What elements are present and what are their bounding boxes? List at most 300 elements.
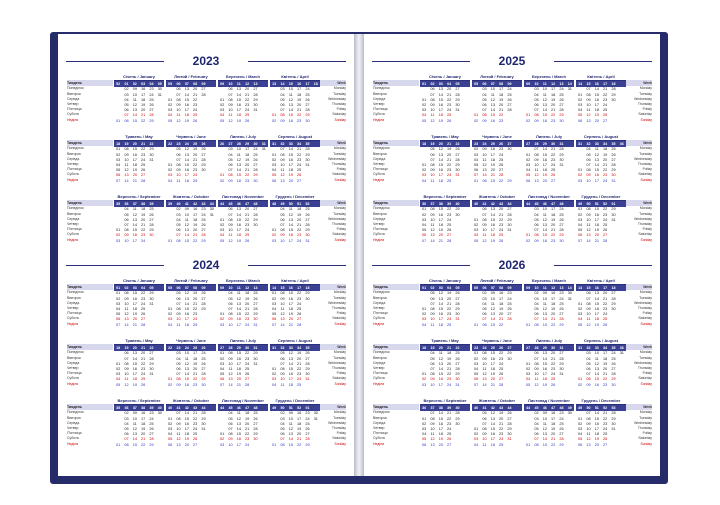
day-cell: 17 [551,207,556,212]
weekday-label-en: Wednesday [328,156,346,161]
day-cell: 31 [149,372,154,377]
day-cell: 03 [220,442,225,447]
week-number: 12 [551,286,556,290]
day-cell: 12 [586,228,591,233]
day-cell: 17 [603,351,608,356]
day-cell: 18 [438,113,443,118]
day-cell: 07 [280,108,285,113]
day-cell: 20 [193,366,198,371]
day-cell: 16 [236,317,241,322]
week-number: 32 [586,346,591,350]
week-number: 33 [288,142,293,146]
day-cell: 03 [220,361,225,366]
day-cell: 11 [482,233,487,238]
day-cell: 26 [245,372,250,377]
weekday-label: Вівторок [373,91,387,96]
weekday-labels-en [626,74,652,123]
day-cell: 09 [124,152,129,157]
weekday-label: П'ятниця [67,371,82,376]
week-number: 20 [438,142,443,146]
week-number: 52 [297,406,302,410]
day-cell: 06 [422,233,427,238]
day-cell: 26 [507,306,512,311]
day-cell: 24 [499,152,504,157]
month-name: Лютий / February [166,278,216,285]
day-cell: 26 [297,173,302,178]
day-cell: 01 [474,351,479,356]
day-cell: 02 [272,296,277,301]
week-number: 28 [228,346,233,350]
week-number: 34 [297,142,302,146]
day-cell: 11 [438,351,443,356]
day-cell: 28 [305,361,310,366]
day-cell: 08 [176,416,181,421]
day-cell: 09 [124,366,129,371]
day-cell: 16 [490,118,495,123]
day-cell: 23 [603,212,608,217]
day-cell: 05 [526,173,531,178]
day-cell: 13 [228,377,233,382]
day-cell: 31 [261,147,266,152]
day-cell: 22 [245,217,250,222]
day-cell: 15 [132,228,137,233]
day-cell [312,239,320,244]
day-cell: 11 [236,152,241,157]
week-number: 23 [474,346,479,350]
month-name: Квітень / April [576,74,626,81]
week-number: 05 [168,286,173,290]
week-number: 44 [526,202,531,206]
day-cell: 03 [422,108,427,113]
day-cell: 06 [280,102,285,107]
day-cell: 13 [542,222,547,227]
day-cell: 17 [288,301,293,306]
day-cell: 13 [176,442,181,447]
week-number: 50 [288,202,293,206]
day-cell: 11 [482,366,487,371]
weekday-label: Вівторок [67,355,81,360]
day-cell: 04 [116,306,121,311]
day-cell: 23 [141,233,146,238]
weekday-label: Неділя [67,117,79,122]
week-number: 15 [586,82,591,86]
day-cell: 31 [455,382,460,387]
day-cell: 23 [193,421,198,426]
day-cell: 29 [611,377,616,382]
day-cell: 17 [438,173,443,178]
day-cell: 16 [551,291,556,296]
day-cell: 03 [280,87,285,92]
day-cell: 17 [594,426,599,431]
week-number: 12 [245,286,250,290]
weekday-label-en: Thursday [637,305,652,310]
day-cell: 29 [305,442,310,447]
day-cell: 02 [474,147,479,152]
week-number: 49 [578,202,583,206]
week-number: 26 [220,142,225,146]
day-cell: 02 [578,173,583,178]
day-cell: 06 [228,421,233,426]
day-cell: 29 [559,322,564,327]
day-cell [505,323,513,328]
day-cell: 17 [141,92,146,97]
day-cell: 29 [201,416,206,421]
day-cell: 16 [490,432,495,437]
day-cell: 23 [551,157,556,162]
day-cell: 04 [116,377,121,382]
day-cell: 11 [228,366,233,371]
week-number: 42 [184,406,189,410]
day-cell: 19 [297,97,302,102]
day-cell: 28 [149,437,154,442]
day-cell: 22 [245,97,250,102]
day-cell: 13 [490,207,495,212]
week-number: 30 [245,346,250,350]
day-cell: 02 [220,437,225,442]
day-cell: 13 [438,361,443,366]
weekday-label-en: Saturday [638,232,652,237]
week-number: 41 [176,406,181,410]
month-name: Березень / March [524,278,574,285]
day-cell: 15 [490,322,495,327]
day-cell: 28 [201,233,206,238]
day-cell: 27 [455,361,460,366]
day-cell: 07 [280,361,285,366]
day-cell: 12 [430,437,435,442]
day-cell: 10 [586,217,591,222]
day-cell: 01 [272,228,277,233]
day-cell: 21 [551,228,556,233]
week-number: 42 [490,406,495,410]
day-cell [618,119,626,124]
day-cell: 21 [603,372,608,377]
day-cell: 29 [201,238,206,243]
day-cell: 26 [141,168,146,173]
day-cell: 02 [124,411,129,416]
day-cell: 15 [542,113,547,118]
day-cell: 05 [228,296,233,301]
day-cell: 04 [586,147,591,152]
day-cell: 14 [594,411,599,416]
day-cell [609,119,617,124]
day-cell: 18 [184,178,189,183]
week-number: 39 [168,202,173,206]
day-cell: 08 [534,442,539,447]
day-cell: 12 [184,222,189,227]
day-cell: 09 [280,372,285,377]
day-cell: 02 [578,97,583,102]
day-cell: 12 [542,426,547,431]
day-cell: 15 [490,217,495,222]
day-cell: 01 [422,162,427,167]
day-cell: 19 [490,162,495,167]
day-cell: 10 [430,108,435,113]
day-cell: 20 [193,152,198,157]
day-cell: 24 [507,296,512,301]
day-cell: 09 [482,356,487,361]
quarter-band [66,338,346,396]
day-cell: 12 [288,212,293,217]
day-cell: 10 [280,238,285,243]
weekday-label-en: Sunday [640,117,652,122]
day-cell: 26 [559,97,564,102]
day-cell: 04 [220,233,225,238]
day-cell: 07 [124,437,129,442]
day-cell: 18 [297,92,302,97]
day-cell: 05 [482,97,487,102]
day-cell: 25 [455,351,460,356]
day-cell: 30 [507,222,512,227]
day-cell: 11 [542,301,547,306]
day-cell: 01 [578,168,583,173]
day-cell: 07 [586,372,591,377]
month-name: Жовтень / October [166,194,216,201]
day-cell: 16 [184,382,189,387]
day-cell: 12 [184,291,189,296]
day-cell: 18 [245,152,250,157]
day-cell: 28 [149,222,154,227]
day-cell: 14 [594,372,599,377]
weekday-label-en: Friday [642,107,652,112]
day-cell: 28 [507,212,512,217]
day-cell: 05 [124,102,129,107]
day-cell: 25 [559,421,564,426]
day-cell: 22 [141,361,146,366]
day-cell: 05 [430,147,435,152]
weekday-label-en: Tuesday [333,295,346,300]
day-cell: 03 [578,426,583,431]
day-cell: 21 [132,322,137,327]
day-cell: 01 [116,361,121,366]
week-number: 28 [534,142,539,146]
day-cell: 05 [176,222,181,227]
day-cell: 12 [132,426,137,431]
day-cell: 05 [482,411,487,416]
week-number: 01 [124,82,129,86]
day-cell: 27 [305,102,310,107]
weekday-label-en: Thursday [331,305,346,310]
day-cell: 27 [245,377,250,382]
day-cell: 13 [132,217,137,222]
day-cell: 24 [245,228,250,233]
day-cell: 19 [245,157,250,162]
day-cell: 05 [534,306,539,311]
week-number: 40 [455,406,460,410]
month-table [114,134,164,184]
weekday-label: Неділя [67,441,79,446]
day-cell [156,383,164,388]
week-number: 43 [201,202,206,206]
day-cell: 18 [132,162,137,167]
day-cell: 13 [288,217,293,222]
weekday-label: Четвер [373,365,385,370]
day-cell: 15 [236,351,241,356]
day-cell: 23 [551,366,556,371]
weekday-labels-en [320,338,346,387]
day-cell: 25 [559,301,564,306]
week-number: 40 [176,202,181,206]
day-cell: 27 [455,296,460,301]
day-cell [618,179,626,184]
week-number: 04 [149,82,154,86]
day-row [218,119,268,124]
day-cell: 30 [559,238,564,243]
day-cell: 30 [455,102,460,107]
weekday-label: Середа [67,156,80,161]
day-cell: 03 [474,228,479,233]
day-cell: 16 [594,421,599,426]
week-number: 01 [305,406,310,410]
day-cell: 04 [474,233,479,238]
week-number: 16 [594,286,599,290]
weekday-label-en: Wednesday [634,216,652,221]
day-cell: 26 [193,118,198,123]
week-number: 31 [272,346,277,350]
week-number: 38 [141,202,146,206]
day-cell: 28 [149,356,154,361]
day-cell: 18 [141,421,146,426]
week-number: 46 [236,202,241,206]
day-cell: 30 [567,291,572,296]
weekday-label-en: Sunday [334,381,346,386]
day-cell: 01 [168,97,173,102]
day-cell: 03 [526,162,531,167]
day-cell: 22 [193,306,198,311]
weekday-labels-ua [373,398,419,447]
day-cell [312,383,320,388]
day-cell: 12 [586,113,591,118]
quarter-band [66,134,346,192]
day-cell: 07 [586,162,591,167]
weekday-label-en: Tuesday [639,415,652,420]
day-cell: 04 [578,108,583,113]
day-cell: 02 [578,212,583,217]
weekday-label-en: Monday [639,86,652,91]
day-cell: 27 [559,312,564,317]
day-cell: 22 [499,322,504,327]
day-cell: 27 [611,157,616,162]
day-cell: 17 [236,442,241,447]
weekday-label: Понеділок [373,86,390,91]
day-cell: 20 [193,296,198,301]
week-number: 48 [559,202,564,206]
day-cell: 05 [280,97,285,102]
day-cell: 27 [559,351,564,356]
weekday-label-en: Saturday [332,232,346,237]
day-cell: 14 [542,108,547,113]
day-cell: 29 [507,178,512,183]
day-cell: 12 [288,351,293,356]
day-cell: 20 [603,366,608,371]
month-table [472,338,522,388]
weekday-label-en: Sunday [640,237,652,242]
day-cell: 15 [288,152,293,157]
day-cell: 25 [499,366,504,371]
day-cell: 28 [253,306,258,311]
month-table [218,338,268,388]
week-number: 48 [559,406,564,410]
weekday-label: Понеділок [373,410,390,415]
month-name: Липень / July [524,338,574,345]
month-table [270,194,320,244]
week-number: 15 [288,82,293,86]
day-cell: 20 [551,222,556,227]
week-number: 35 [116,202,121,206]
day-cell: 03 [474,437,479,442]
weekday-label-en: Thursday [637,221,652,226]
weekday-label: Понеділок [67,410,84,415]
day-cell: 16 [542,366,547,371]
day-cell: 08 [482,426,487,431]
weekday-label-en: Friday [642,311,652,316]
day-cell: 09 [280,157,285,162]
day-cell: 16 [551,411,556,416]
day-cell: 18 [184,432,189,437]
day-cell: 20 [499,416,504,421]
month-table [270,338,320,388]
weekday-label-en: Tuesday [333,211,346,216]
month-table [114,398,164,448]
day-cell: 22 [193,162,198,167]
day-cell: 12 [228,238,233,243]
day-cell: 02 [220,356,225,361]
week-number: 37 [430,406,435,410]
day-cell: 07 [124,356,129,361]
week-number: 23 [176,142,181,146]
day-cell: 24 [193,108,198,113]
weekday-label-en: Monday [333,410,346,415]
day-cell: 01 [168,162,173,167]
week-label-en: Week [320,404,346,410]
week-number: 51 [594,406,599,410]
day-cell: 03 [578,178,583,183]
day-cell: 29 [149,147,154,152]
day-cell: 22 [245,312,250,317]
day-cell: 16 [288,372,293,377]
week-number: 11 [236,286,241,290]
day-cell: 12 [430,118,435,123]
day-cell: 16 [490,356,495,361]
day-cell: 25 [551,377,556,382]
day-cell: 14 [132,437,137,442]
week-number: 50 [586,406,591,410]
week-number: 14 [567,286,572,290]
day-cell: 17 [288,238,293,243]
weekday-label-en: Sunday [334,177,346,182]
day-cell: 23 [447,312,452,317]
weekday-label: Понеділок [373,350,390,355]
day-cell: 29 [253,351,258,356]
day-cell: 16 [438,168,443,173]
day-cell: 20 [236,377,241,382]
day-cell: 18 [297,207,302,212]
day-cell: 13 [236,207,241,212]
day-cell: 12 [542,217,547,222]
day-cell: 08 [430,162,435,167]
day-cell: 04 [168,322,173,327]
day-row [114,323,164,328]
day-cell: 06 [124,217,129,222]
day-cell: 11 [132,207,137,212]
week-number: 46 [542,202,547,206]
day-cell: 30 [305,296,310,301]
day-cell: 31 [253,322,258,327]
day-cell: 10 [184,351,189,356]
week-number: 25 [490,142,495,146]
weekday-labels-en [320,194,346,243]
day-cell: 25 [603,108,608,113]
day-cell: 17 [438,317,443,322]
